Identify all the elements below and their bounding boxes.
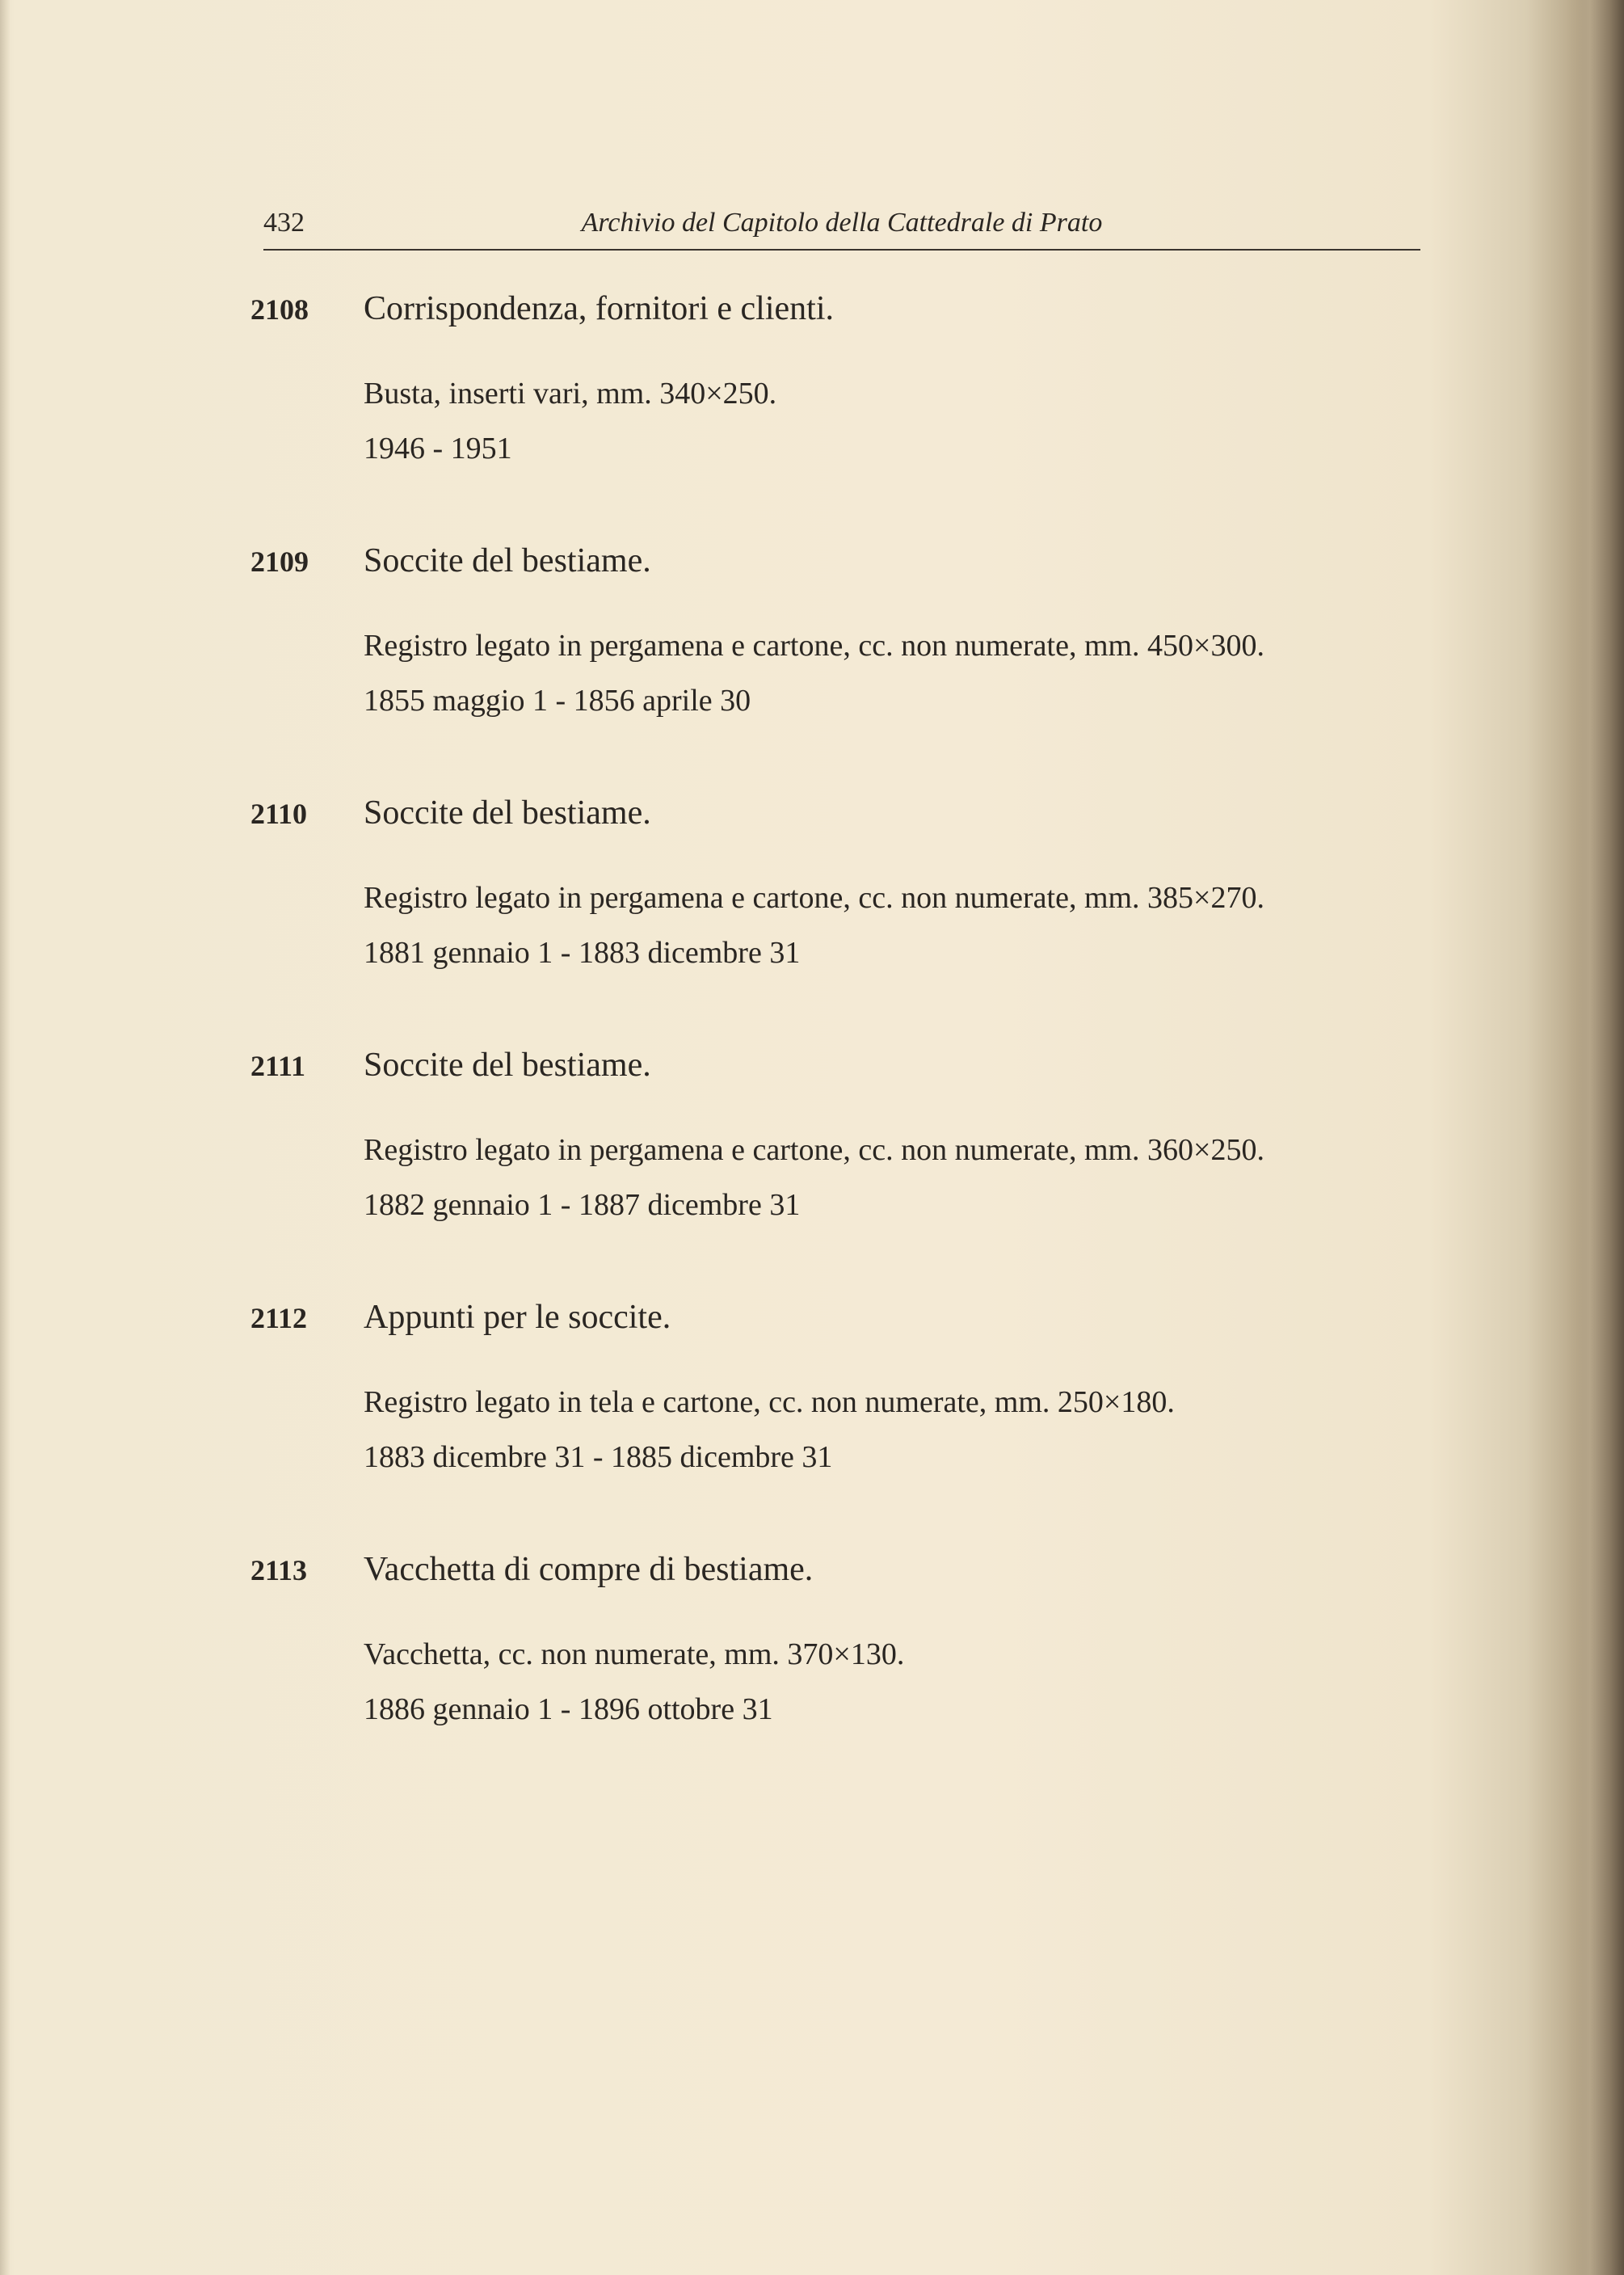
catalog-entries (250, 289, 1422, 1802)
entry-dates: 1882 gennaio 1 - 1887 dicembre 31 (364, 1188, 801, 1222)
entry-number: 2109 (250, 546, 309, 578)
entry-title: Vacchetta di compre di bestiame. (364, 1551, 814, 1588)
entry-number: 2108 (250, 293, 309, 326)
entry-dates: 1855 maggio 1 - 1856 aprile 30 (364, 684, 751, 718)
entry-number: 2112 (250, 1302, 308, 1334)
entry-title: Appunti per le soccite. (364, 1299, 671, 1336)
entry-head (250, 794, 1422, 832)
entry-title: Soccite del bestiame. (364, 1047, 651, 1084)
catalog-entry (250, 1550, 1422, 1728)
entry-description: Registro legato in pergamena e cartone, cc. non numerate, mm. 385×270. (364, 881, 1264, 915)
entry-title: Soccite del bestiame. (364, 542, 651, 579)
catalog-entry (250, 1046, 1422, 1224)
running-title: Archivio del Capitolo della Cattedrale di Prato (581, 208, 1103, 238)
page-header (263, 204, 1420, 251)
entry-head (250, 541, 1422, 580)
entry-head (250, 1046, 1422, 1085)
catalog-entry (250, 1298, 1422, 1476)
entry-head (250, 1298, 1422, 1337)
entry-dates: 1886 gennaio 1 - 1896 ottobre 31 (364, 1692, 773, 1726)
entry-dates: 1946 - 1951 (364, 432, 512, 466)
entry-number: 2111 (250, 1050, 306, 1082)
entry-description: Registro legato in tela e cartone, cc. non numerate, mm. 250×180. (364, 1385, 1175, 1419)
entry-description: Busta, inserti vari, mm. 340×250. (364, 377, 777, 411)
entry-head (250, 289, 1422, 328)
entry-description: Registro legato in pergamena e cartone, cc. non numerate, mm. 360×250. (364, 1133, 1264, 1167)
catalog-entry (250, 289, 1422, 467)
entry-number: 2110 (250, 798, 308, 830)
page-number: 432 (263, 208, 305, 238)
page-right-edge (1567, 0, 1624, 2275)
entry-description: Vacchetta, cc. non numerate, mm. 370×130. (364, 1637, 905, 1671)
entry-dates: 1881 gennaio 1 - 1883 dicembre 31 (364, 936, 801, 970)
page-binding-edge (0, 0, 11, 2275)
entry-description: Registro legato in pergamena e cartone, cc. non numerate, mm. 450×300. (364, 629, 1264, 663)
entry-title: Corrispondenza, fornitori e clienti. (364, 290, 834, 327)
entry-head (250, 1550, 1422, 1589)
entry-dates: 1883 dicembre 31 - 1885 dicembre 31 (364, 1440, 833, 1474)
catalog-entry (250, 541, 1422, 719)
catalog-entry (250, 794, 1422, 971)
entry-number: 2113 (250, 1554, 308, 1586)
entry-title: Soccite del bestiame. (364, 794, 651, 832)
